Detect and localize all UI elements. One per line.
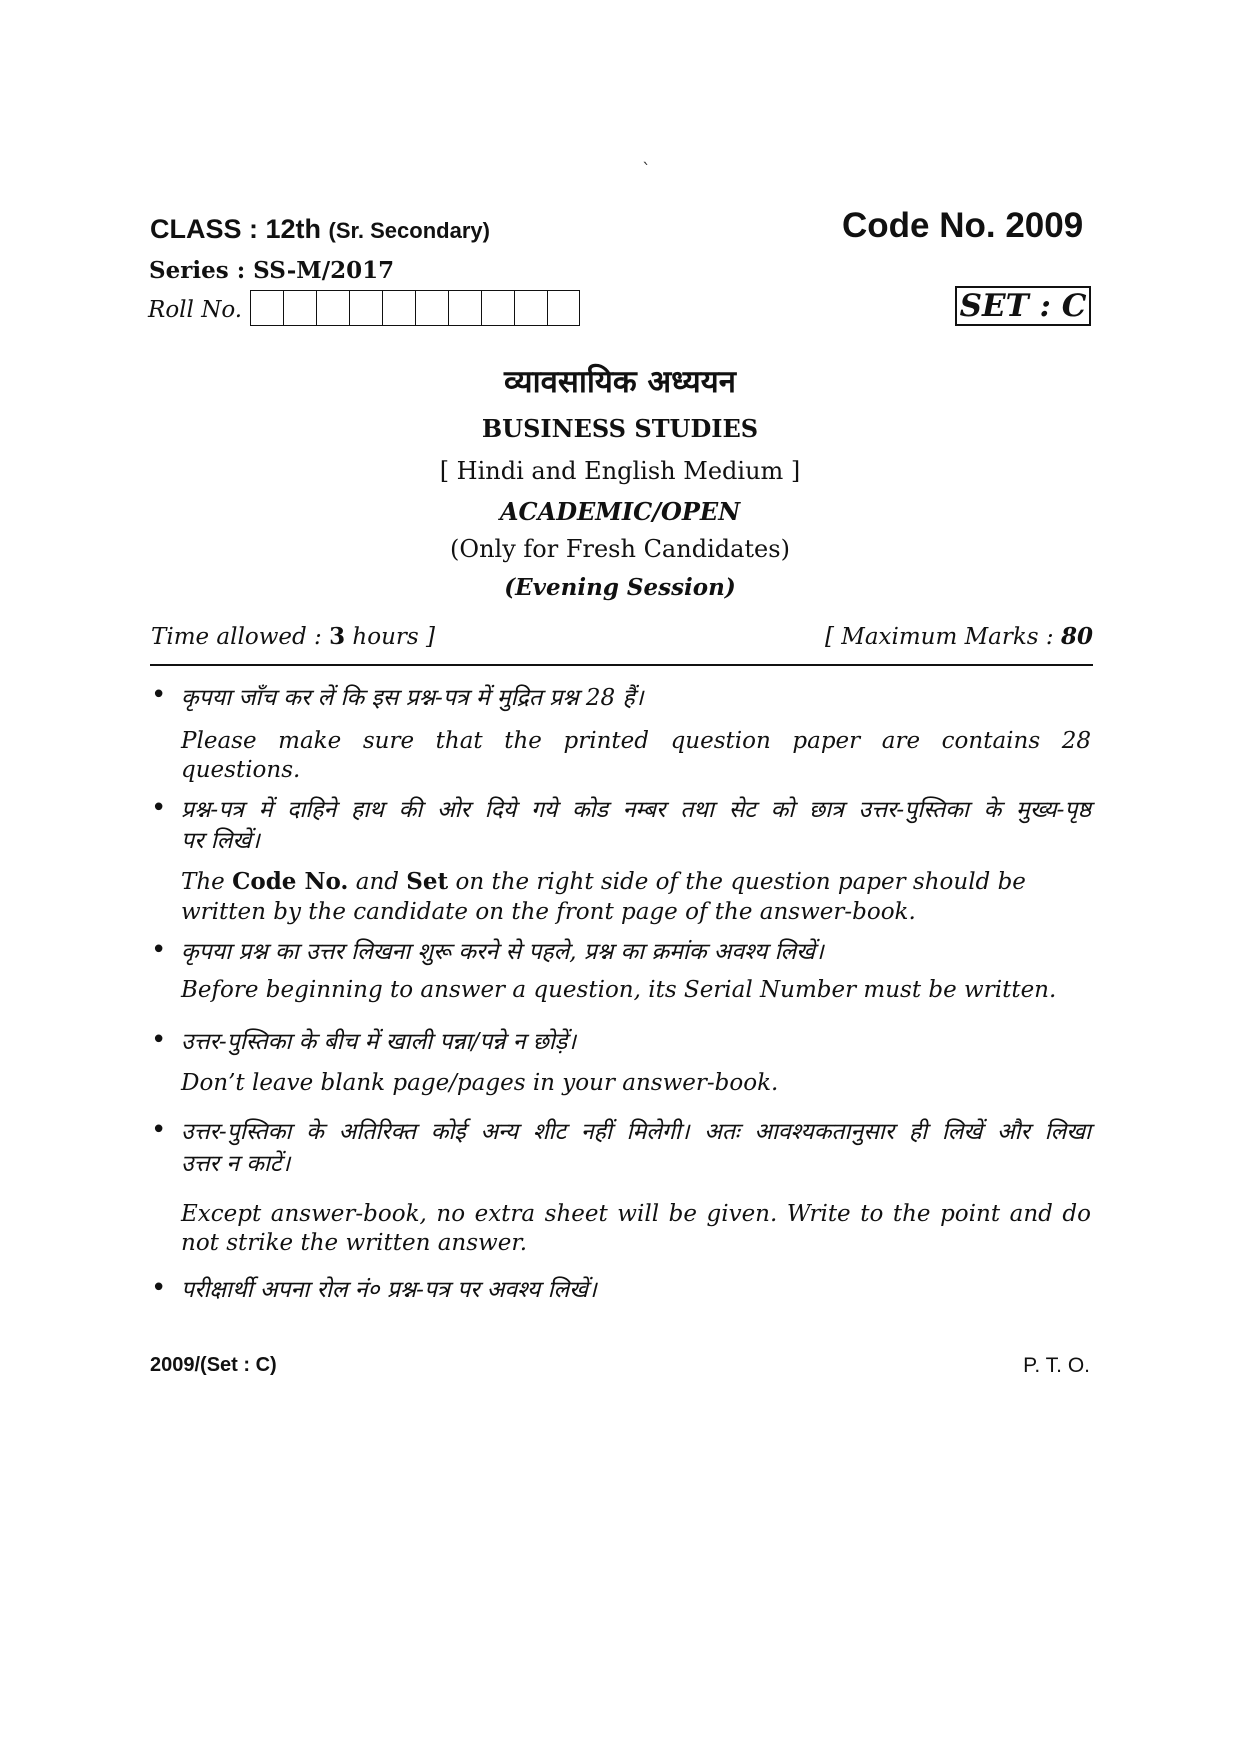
- instruction-1-english: Please make sure that the printed question paper are contains 28: [181, 728, 1091, 754]
- code-no-bold: Code No.: [232, 868, 349, 895]
- time-prefix: Time allowed :: [151, 624, 330, 650]
- roll-digit-box[interactable]: [316, 290, 349, 326]
- class-text: CLASS : 12th: [150, 214, 322, 244]
- time-value: 3: [329, 623, 346, 650]
- instruction-5-hindi: उत्तर-पुस्तिका के अतिरिक्त कोई अन्य शीट नहीं मिलेगी। अतः आवश्यकतानुसार ही लिखें और लिखा: [181, 1119, 1091, 1145]
- medium-note: [ Hindi and English Medium ]: [439, 457, 801, 485]
- footer-pto: P. T. O.: [1023, 1354, 1090, 1377]
- marks-prefix: [ Maximum Marks :: [824, 624, 1061, 650]
- instruction-3-hindi: कृपया प्रश्न का उत्तर लिखना शुरू करने से पहले, प्रश्न का क्रमांक अवश्य लिखें।: [181, 939, 824, 965]
- roll-digit-box[interactable]: [514, 290, 547, 326]
- instruction-2-english-cont: written by the candidate on the front page of the answer-book.: [181, 899, 916, 925]
- roll-digit-box[interactable]: [448, 290, 481, 326]
- roll-digit-box[interactable]: [250, 290, 283, 326]
- text: The: [181, 869, 233, 895]
- roll-digit-box[interactable]: [283, 290, 316, 326]
- instruction-5-english: Except answer-book, no extra sheet will be given. Write to the point and do: [181, 1201, 1091, 1227]
- roll-digit-box[interactable]: [481, 290, 514, 326]
- bullet-icon: •: [151, 935, 167, 965]
- bullet-icon: •: [151, 1115, 167, 1145]
- instruction-5-english-cont: not strike the written answer.: [181, 1230, 528, 1256]
- instruction-6-hindi: परीक्षार्थी अपना रोल नं० प्रश्न-पत्र पर अवश्य लिखें।: [181, 1277, 597, 1303]
- fresh-candidates-note: (Only for Fresh Candidates): [450, 535, 790, 563]
- instruction-2-hindi-cont: पर लिखें।: [181, 828, 260, 854]
- roll-digit-box[interactable]: [349, 290, 382, 326]
- stray-mark: `: [642, 160, 651, 181]
- instruction-2-english: [181, 866, 1091, 898]
- instruction-1-english-cont: questions.: [181, 757, 301, 783]
- instruction-4-english: Don’t leave blank page/pages in your answer-book.: [181, 1070, 779, 1096]
- class-subtext: (Sr. Secondary): [328, 218, 490, 243]
- instruction-4-hindi: उत्तर-पुस्तिका के बीच में खाली पन्ना/पन्ने न छोड़ें।: [181, 1029, 576, 1055]
- roll-digit-box[interactable]: [415, 290, 448, 326]
- english-title: BUSINESS STUDIES: [481, 414, 759, 443]
- time-allowed: [151, 623, 435, 650]
- text: and: [348, 869, 407, 895]
- hindi-title: व्यावसायिक अध्ययन: [504, 364, 736, 400]
- marks-value: 80: [1060, 623, 1093, 650]
- class-label: [150, 214, 490, 245]
- bullet-icon: •: [151, 1273, 167, 1303]
- roll-no-label: Roll No.: [148, 297, 243, 323]
- roll-digit-box[interactable]: [382, 290, 415, 326]
- instruction-1-hindi: कृपया जाँच कर लें कि इस प्रश्न-पत्र में मुद्रित प्रश्न 28 हैं।: [181, 685, 644, 711]
- session-label: (Evening Session): [504, 574, 736, 601]
- bullet-icon: •: [151, 793, 167, 823]
- instruction-2-hindi: प्रश्न-पत्र में दाहिने हाथ की ओर दिये गये कोड नम्बर तथा सेट को छात्र उत्तर-पुस्तिका के मुख्य-पृष्ठ: [181, 797, 1091, 823]
- maximum-marks: [825, 623, 1093, 650]
- roll-number-boxes[interactable]: [250, 290, 580, 326]
- bullet-icon: •: [151, 1025, 167, 1055]
- roll-digit-box[interactable]: [547, 290, 580, 326]
- bullet-icon: •: [151, 680, 167, 710]
- code-number: Code No. 2009: [842, 206, 1084, 245]
- instruction-5-hindi-cont: उत्तर न काटें।: [181, 1151, 291, 1177]
- time-suffix: hours ]: [345, 624, 435, 650]
- series-label: Series : SS-M/2017: [149, 257, 395, 284]
- divider-line: [150, 664, 1093, 666]
- set-bold: Set: [406, 868, 449, 895]
- academic-open-label: ACADEMIC/OPEN: [499, 497, 741, 526]
- instruction-3-english: Before beginning to answer a question, its Serial Number must be written.: [181, 977, 1057, 1003]
- text: on the right side of the question paper should be: [448, 869, 1026, 895]
- footer-code: 2009/(Set : C): [150, 1354, 277, 1376]
- set-box: SET : C: [955, 286, 1091, 326]
